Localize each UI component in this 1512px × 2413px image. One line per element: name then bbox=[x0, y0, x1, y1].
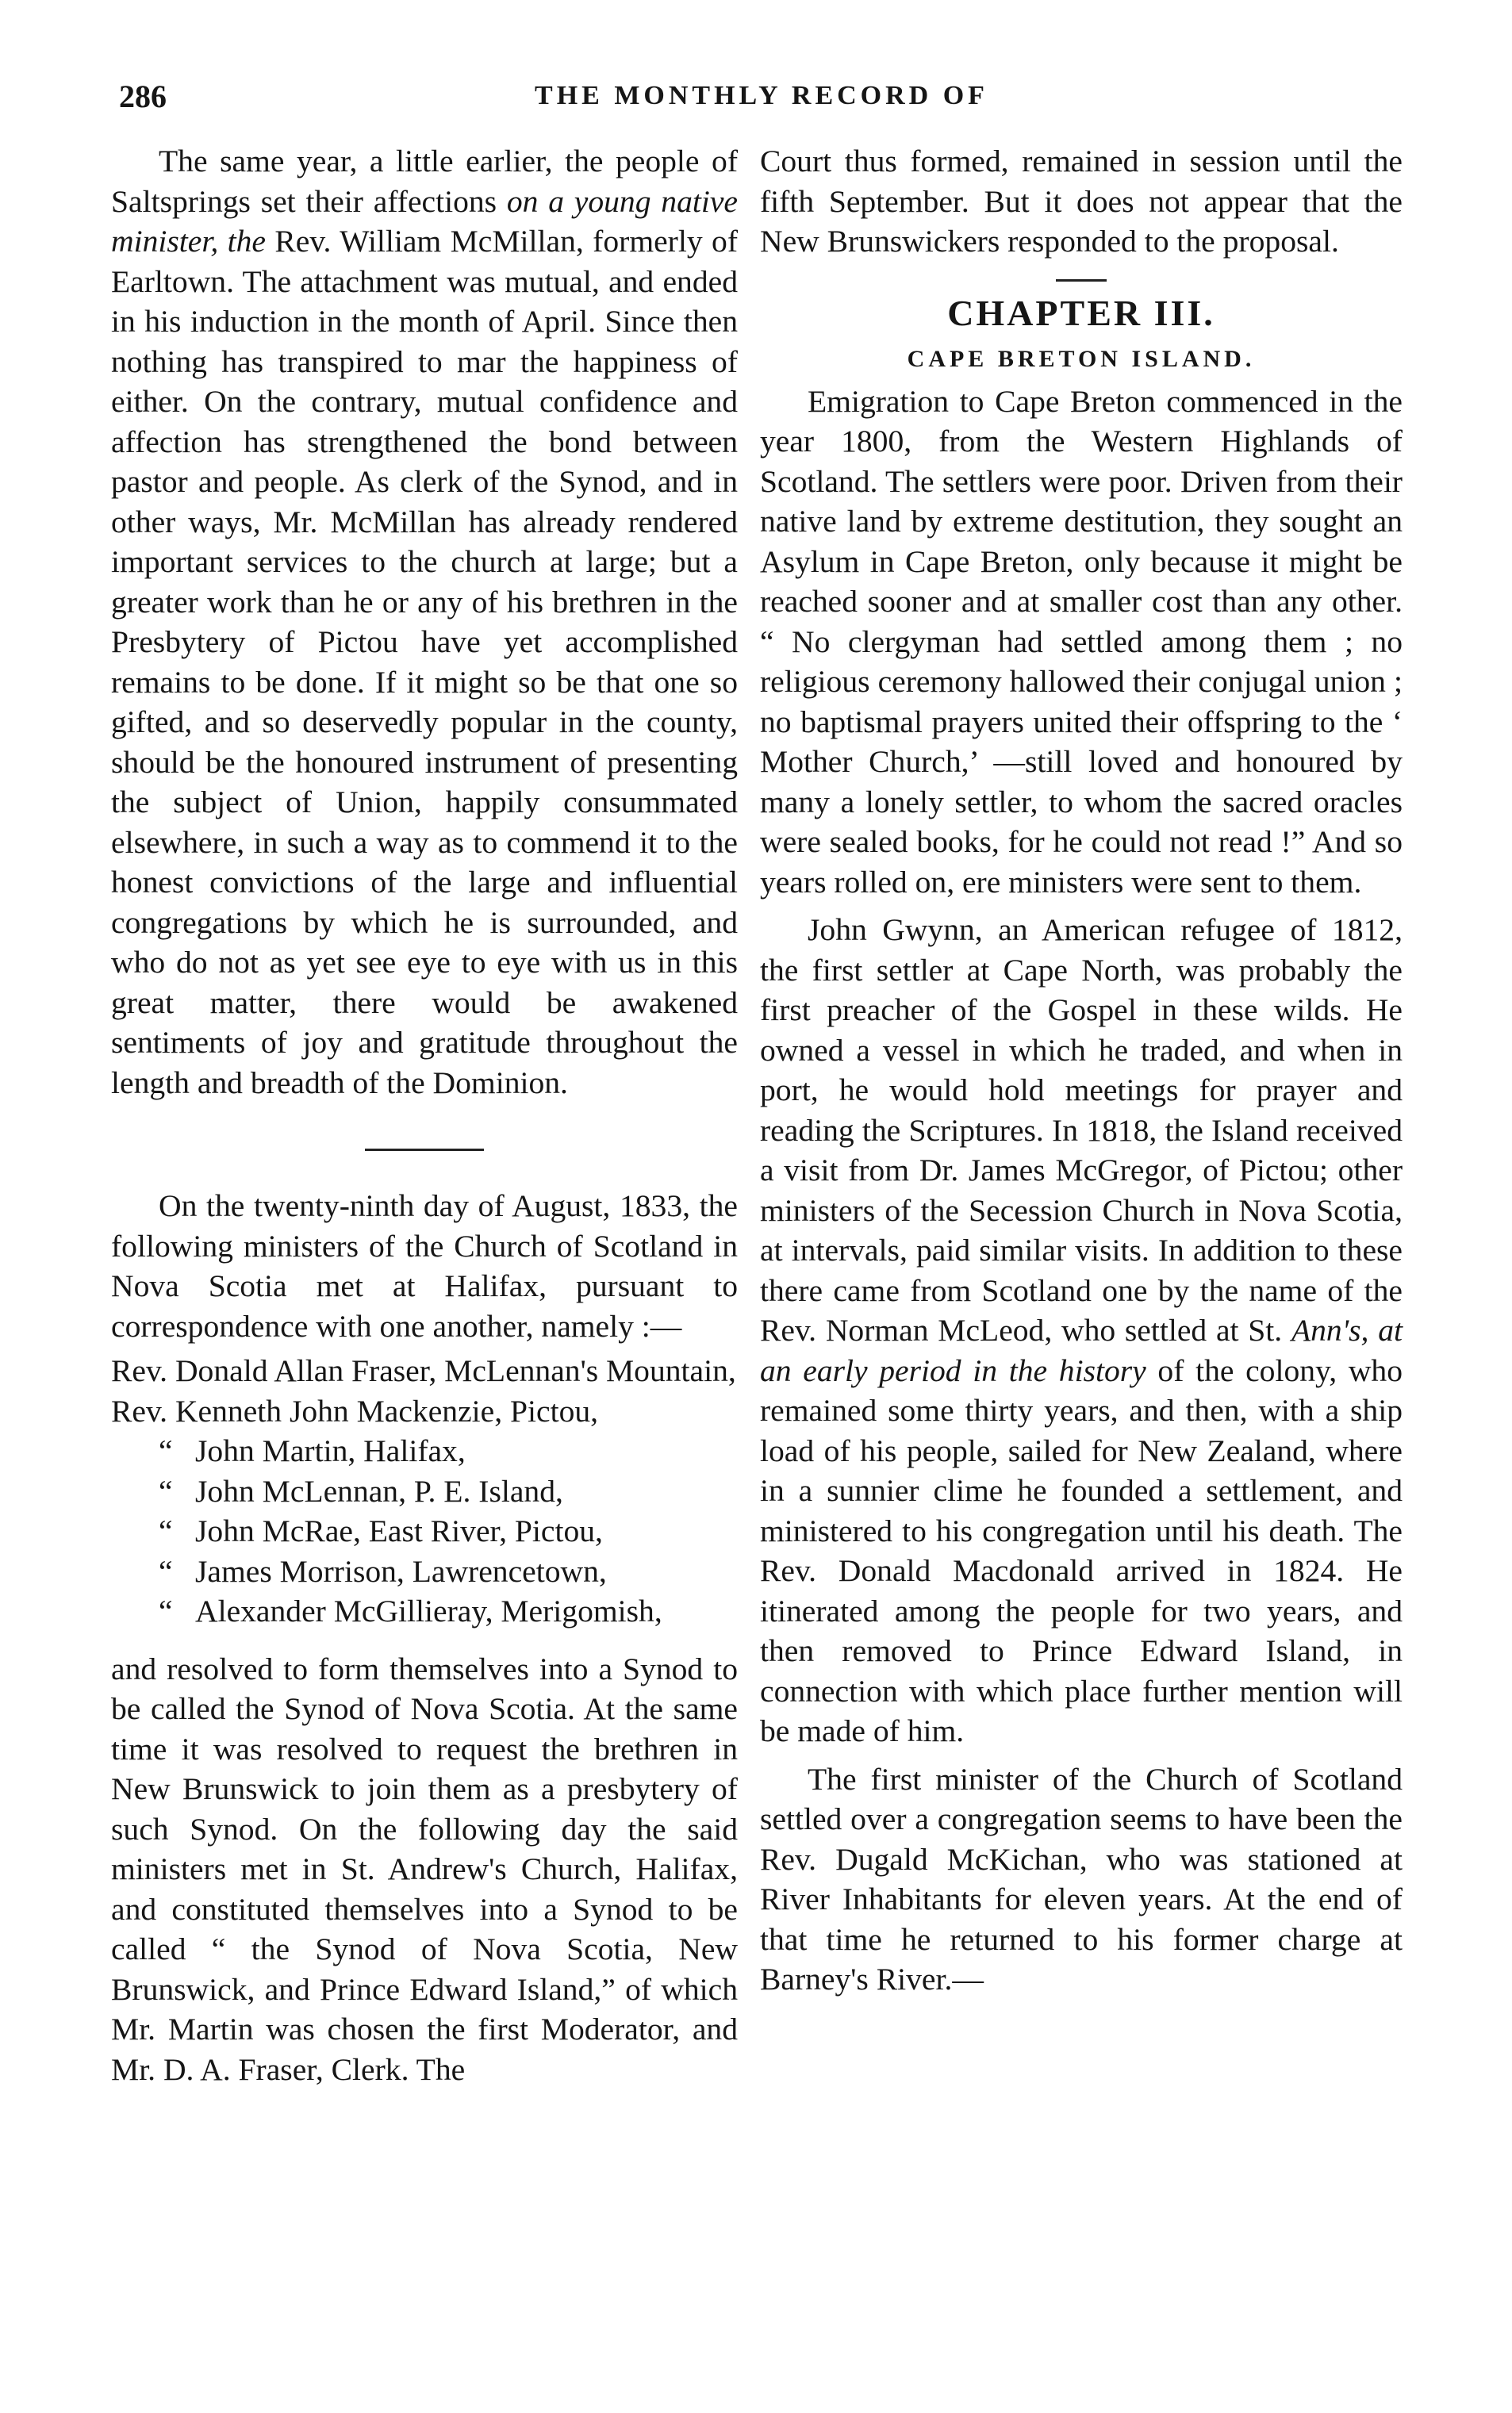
section-title: CAPE BRETON ISLAND. bbox=[907, 345, 1256, 372]
chapter-title: CHAPTER III. bbox=[947, 292, 1215, 333]
left-column bbox=[111, 141, 738, 2089]
section-divider bbox=[365, 1149, 484, 1151]
running-title: THE MONTHLY RECORD OF bbox=[535, 81, 988, 110]
ditto-mark: “ bbox=[159, 1473, 173, 1509]
minister-item: “ John McRae, East River, Pictou, bbox=[111, 1511, 738, 1552]
page-number: 286 bbox=[119, 79, 167, 114]
paragraph-emigration: Emigration to Cape Breton commenced in the year 1800, from the Western Highlands of Scotland. The settlers were poor. Driven from their native land by extreme destitution, they sought an Asylum in Cape Breton, only because it might be reached sooner and at smaller cost than any other. “ No clergyman had settled among them ; no religious ceremony hallowed their conjugal union ; no baptismal prayers united their offspring to the ‘ Mother Church,’ —still loved and honoured by many a lonely settler, to whom the sacred oracles were sealed books, for he could not read !” And so years rolled on, ere ministers were sent to them. bbox=[760, 383, 1403, 900]
section-divider bbox=[1056, 279, 1107, 282]
page-header bbox=[119, 78, 1404, 117]
minister-item: “ Alexander McGillieray, Merigomish, bbox=[111, 1591, 738, 1632]
minister-item: “ John McLennan, P. E. Island, bbox=[111, 1471, 738, 1512]
text-run: John Gwynn, an American refugee of 1812, the first settler at Cape North, was probably the first preacher of the Gospel in these wilds. He owned a vessel in which he traded, and when in port, he would hold meetings for prayer and reading the Scriptures. In 1818, the Island received a visit from Dr. James McGregor, of Pictou; other ministers of the Secession Church in Nova Scotia, at intervals, paid similar visits. In addition to these there came from Scotland one by the name of the Rev. Norman McLeod, who settled at St. bbox=[760, 912, 1403, 1348]
paragraph-first-minister: The first minister of the Church of Scotland settled over a congregation seems to have been the Rev. Dugald McKichan, who was stationed at River Inhabitants for eleven years. At the end of that time he returned to his former charge at Barney's River.— bbox=[760, 1761, 1403, 1997]
ministers-list bbox=[111, 1351, 738, 1632]
ditto-mark: “ bbox=[159, 1513, 173, 1548]
minister-item: Rev. Kenneth John Mackenzie, Pictou, bbox=[111, 1393, 599, 1429]
italic-run: Ann's, at an early period in the history bbox=[760, 1313, 1403, 1388]
paragraph-saltsprings bbox=[111, 141, 738, 1103]
paragraph-court-session: Court thus formed, remained in session until the fifth September. But it does not appear that the New Brunswickers responded to the proposal. bbox=[760, 144, 1403, 259]
ditto-mark: “ bbox=[159, 1553, 173, 1589]
text-run: The same year, a little earlier, the people of Saltsprings set their affections bbox=[111, 144, 738, 219]
paragraph-synod-meeting: On the twenty-ninth day of August, 1833, the following ministers of the Church of Scotland in Nova Scotia met at Halifax, pursuant to correspondence with one another, namely :— bbox=[111, 1188, 738, 1344]
minister-item: Rev. Donald Allan Fraser, McLennan's Mountain, bbox=[111, 1353, 736, 1388]
text-run: of the colony, who remained some thirty years, and then, with a ship load of his people, sailed for New Zealand, where in a sunnier clime he founded a settlement, and ministered to his congregation until his death. The Rev. Donald Macdonald arrived in 1824. He itinerated among the people for two years, and then removed to Prince Edward Island, in connection with which place further mention will be made of him. bbox=[760, 1352, 1403, 1748]
minister-item: “ John Martin, Halifax, bbox=[111, 1431, 738, 1471]
minister-item: “ James Morrison, Lawrencetown, bbox=[111, 1552, 738, 1592]
paragraph-synod-resolution: and resolved to form themselves into a Synod to be called the Synod of Nova Scotia. At the same time it was resolved to request the brethren in New Brunswick to join them as a presbytery of such Synod. On the following day the said ministers met in St. Andrew's Church, Halifax, and constituted themselves into a Synod to be called “ the Synod of Nova Scotia, New Brunswick, and Prince Edward Island,” of which Mr. Martin was chosen the first Moderator, and Mr. D. A. Fraser, Clerk. The bbox=[111, 1651, 738, 2087]
paragraph-john-gwynn bbox=[760, 910, 1403, 1751]
ditto-mark: “ bbox=[159, 1433, 173, 1468]
text-run: Rev. William McMillan, formerly of Earltown. The attachment was mutual, and ended in his induction in the month of April. Since then nothing has transpired to mar the happiness of either. On the contrary, mutual confidence and affection has strengthened the bond between pastor and people. As clerk of the Synod, and in other ways, Mr. McMillan has already rendered important services to the church at large; but a greater work than he or any of his brethren in the Presbytery of Pictou have yet accomplished remains to be done. If it might so be that one so gifted, and so deservedly popular in the county, should be the honoured instrument of presenting the subject of Union, happily consummated elsewhere, in such a way as to commend it to the honest convictions of the large and influential congregations by which he is surrounded, and who do not as yet see eye to eye with us in this great matter, there would be awakened sentiments of joy and gratitude throughout the length and breadth of the Dominion. bbox=[111, 224, 738, 1100]
ditto-mark: “ bbox=[159, 1594, 173, 1628]
italic-run: on a young native minister, the bbox=[111, 183, 738, 259]
right-column bbox=[760, 141, 1403, 2000]
